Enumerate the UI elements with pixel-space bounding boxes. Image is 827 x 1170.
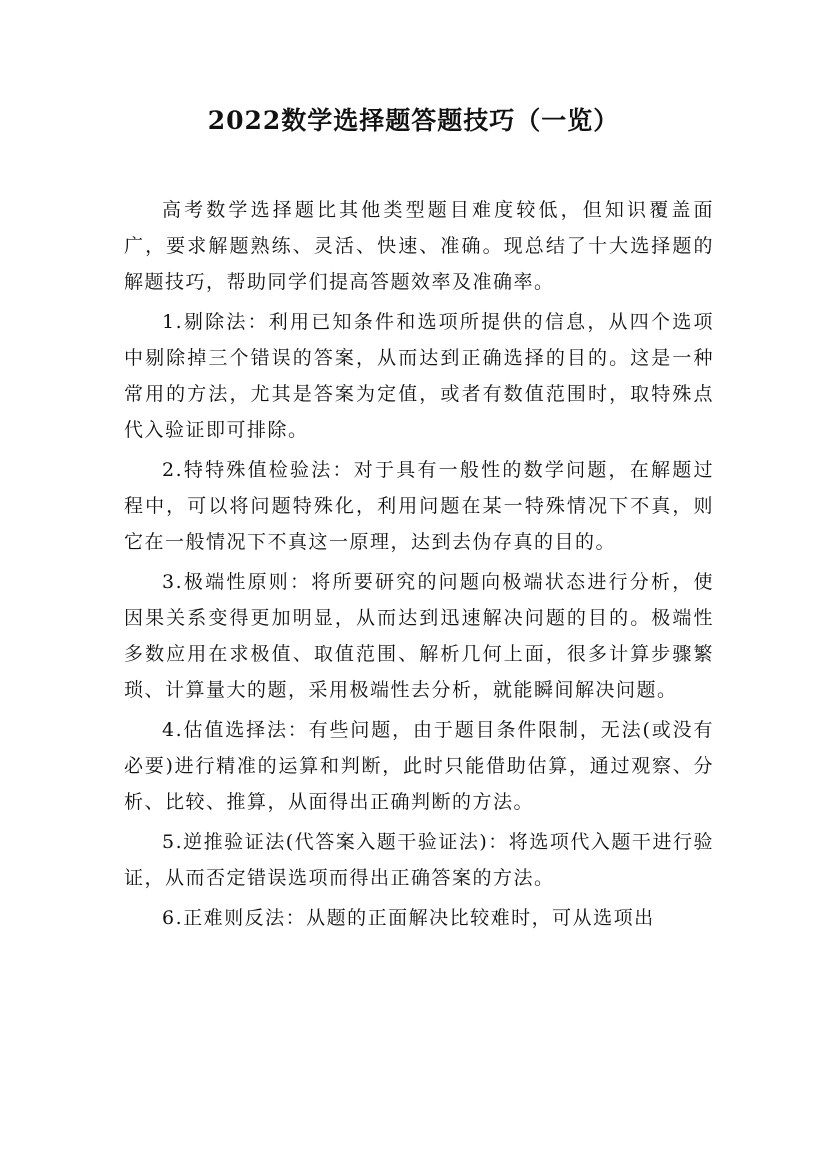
paragraph-tip-4: 4.估值选择法：有些问题，由于题目条件限制，无法(或没有必要)进行精准的运算和判断，此时只能借助估算，通过观察、分析、比较、推算，从面得出正确判断的方法。 [124,719,714,813]
paragraph-intro: 高考数学选择题比其他类型题目难度较低，但知识覆盖面广，要求解题熟练、灵活、快速、准确。现总结了十大选择题的解题技巧，帮助同学们提高答题效率及准确率。 [124,199,714,293]
document-body [124,192,714,940]
paragraph-tip-5: 5.逆推验证法(代答案入题干验证法)：将选项代入题干进行验证，从而否定错误选项而得出正确答案的方法。 [124,831,714,889]
paragraph-tip-3: 3.极端性原则：将所要研究的问题向极端状态进行分析，使因果关系变得更加明显，从而达到迅速解决问题的目的。极端性多数应用在求极值、取值范围、解析几何上面，很多计算步骤繁琐、计算量大的题，采用极端性去分析，就能瞬间解决问题。 [124,571,714,701]
document-title: 2022数学选择题答题技巧（一览） [207,106,620,135]
paragraph-tip-1: 1.剔除法：利用已知条件和选项所提供的信息，从四个选项中剔除掉三个错误的答案，从而达到正确选择的目的。这是一种常用的方法，尤其是答案为定值，或者有数值范围时，取特殊点代入验证即可排除。 [124,311,714,441]
paragraph-tip-2: 2.特特殊值检验法：对于具有一般性的数学问题，在解题过程中，可以将问题特殊化，利用问题在某一特殊情况下不真，则它在一般情况下不真这一原理，达到去伪存真的目的。 [124,459,714,553]
paragraph-tip-6: 6.正难则反法：从题的正面解决比较难时，可从选项出 [162,907,655,929]
